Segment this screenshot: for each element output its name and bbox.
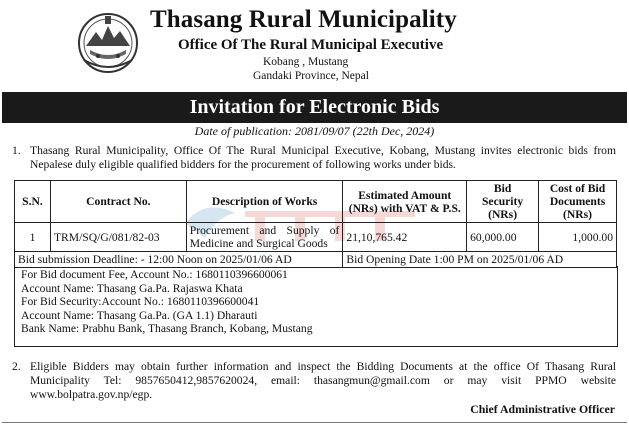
header-amount-line2: (NRs) with VAT & P.S. — [348, 201, 461, 215]
account-details — [14, 266, 618, 347]
cell-description: Procurement and Supply of Medicine and Surgical Goods — [186, 223, 343, 252]
cell-estimated-amount: 21,10,765.42 — [343, 223, 467, 252]
publication-date: Date of publication: 2081/09/07 (22th Dec, 2024) — [194, 124, 435, 138]
notice-paragraph-1 — [12, 144, 616, 172]
header-cost-line1: Cost of Bid — [549, 182, 606, 195]
account-line-5: Bank Name: Prabhu Bank, Thasang Branch, Kobang, Mustang — [21, 322, 313, 335]
header-cost-line3: (NRs) — [563, 208, 592, 221]
cell-sn: 1 — [15, 223, 51, 252]
cell-opening-date: Bid Opening Date 1:00 PM on 2025/01/06 AD — [343, 252, 617, 268]
header-contract-no: Contract No. — [50, 181, 186, 223]
header-security-line1: Bid — [493, 182, 512, 195]
paragraph-text: Thasang Rural Municipality, Office Of The Rural Municipal Executive, Kobang, Mustang invites electronic bids from Nepalese duly eligible qualified bidders for the procurement of following works under bids. — [30, 144, 616, 171]
government-emblem-icon — [76, 10, 140, 74]
document-header — [0, 0, 629, 92]
header-cost-line2: Documents — [549, 195, 606, 208]
header-cost-of-documents — [539, 181, 617, 223]
account-line-3: For Bid Security:Account No.: 1680110396600041 — [21, 295, 260, 308]
paragraph-text: Eligible Bidders may obtain further information and inspect the Bidding Documents at the office Of Thasang Rural Municipality Tel: 9857650412,9857620024, email: thasangmun@gmail.com or may visit PPMO website www.bolpatra.gov.np/egp. — [30, 360, 616, 401]
account-line-1: For Bid document Fee, Account No.: 1680110396600061 — [21, 268, 288, 281]
table-header-row — [15, 181, 617, 223]
bids-table — [14, 180, 617, 268]
invitation-banner: Invitation for Electronic Bids — [2, 92, 627, 123]
signature-block: Chief Administrative Officer — [470, 402, 615, 416]
municipality-title: Thasang Rural Municipality — [150, 6, 457, 33]
header-description: Description of Works — [186, 181, 343, 223]
office-subtitle: Office Of The Rural Municipal Executive — [178, 37, 444, 53]
notice-paragraph-2 — [12, 360, 616, 402]
account-line-2: Account Name: Thasang Ga.Pa. Rajaswa Khata — [21, 281, 243, 295]
address-line-1: Kobang , Mustang — [263, 56, 349, 68]
address-line-2: Gandaki Province, Nepal — [253, 70, 369, 82]
header-amount-line1: Estimated Amount — [358, 188, 452, 202]
paragraph-number: 1. — [12, 144, 21, 157]
bottom-divider — [2, 422, 627, 423]
cell-contract-no: TRM/SQ/G/081/82-03 — [50, 223, 186, 252]
header-bid-security — [467, 181, 539, 223]
header-estimated-amount — [343, 181, 467, 223]
account-line-4: Account Name: Thasang Ga.Pa. (GA 1.1) Dharauti — [21, 308, 258, 322]
header-security-line3: (NRs) — [488, 208, 518, 221]
cell-submission-deadline: Bid submission Deadline: - 12:00 Noon on 2025/01/06 AD — [15, 252, 343, 268]
paragraph-number: 2. — [12, 360, 21, 373]
header-sn: S.N. — [15, 181, 51, 223]
header-security-line2: Security — [481, 195, 524, 208]
cell-bid-security: 60,000.00 — [467, 223, 539, 252]
table-row — [15, 223, 617, 252]
cell-document-cost: 1,000.00 — [539, 223, 617, 252]
